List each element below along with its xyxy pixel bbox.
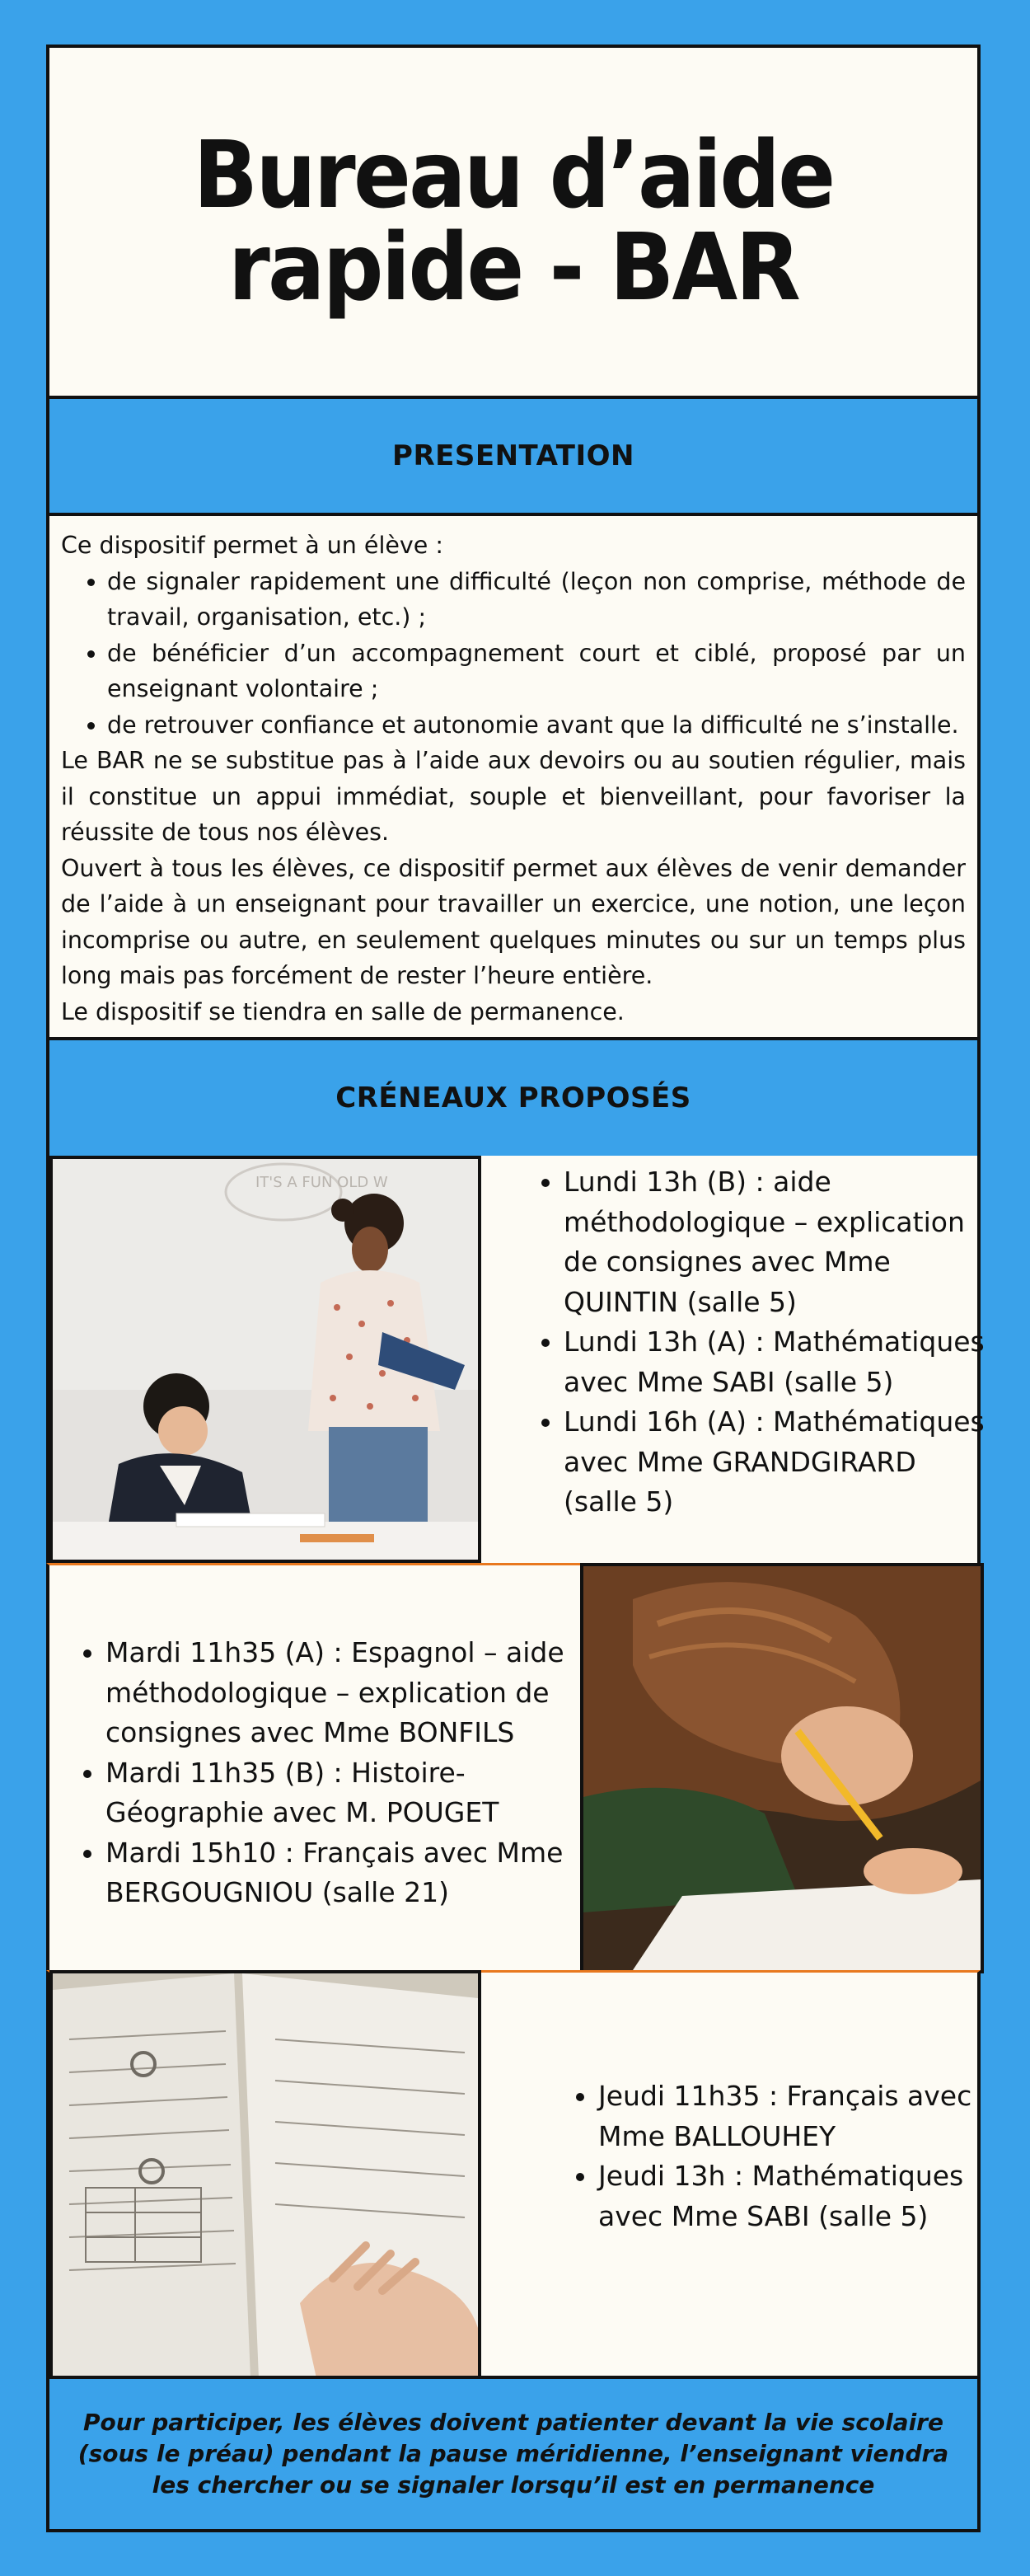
title-panel — [46, 45, 981, 399]
slot-list-thursday — [562, 2076, 986, 2236]
presentation-bullet: • de retrouver confiance et autonomie avant que la difficulté ne s’installe. — [107, 707, 966, 744]
slot-item: • Lundi 16h (A) : Mathématiques avec Mme GRANDGIRARD (salle 5) — [564, 1402, 992, 1523]
slot-item: • Mardi 11h35 (A) : Espagnol – aide méthodologique – explication de consignes avec Mme BONFILS — [105, 1633, 583, 1753]
footer-band — [46, 2376, 981, 2532]
presentation-paragraph: Ouvert à tous les élèves, ce dispositif permet aux élèves de venir demander de l’aide à un enseignant pour travailler un exercice, une notion, une leçon incomprise ou autre, en seulement quelques minutes ou sur un temps plus long mais pas forcément de rester l’heure entière. — [61, 854, 966, 989]
slot-row-thursday — [46, 1970, 981, 2379]
page-title: Bureau d’aide rapide - BAR — [193, 122, 834, 321]
slot-item: • Jeudi 13h : Mathématiques avec Mme SABI (salle 5) — [598, 2156, 986, 2236]
slot-item: • Mardi 11h35 (B) : Histoire-Géographie avec M. POUGET — [105, 1753, 583, 1833]
slot-item: • Jeudi 11h35 : Français avec Mme BALLOUHEY — [598, 2076, 986, 2156]
slot-row-monday — [46, 1156, 985, 1563]
presentation-bullet-list — [61, 564, 966, 744]
presentation-heading-band — [46, 396, 981, 516]
slot-list-monday — [527, 1162, 992, 1523]
teacher-helping-student-photo — [49, 1156, 481, 1563]
presentation-paragraph: Le BAR ne se substitue pas à l’aide aux devoirs ou au soutien régulier, mais il constitue un appui immédiat, souple et bienveillant, pour favoriser la réussite de tous nos élèves. — [61, 747, 966, 846]
presentation-paragraph: Le dispositif se tiendra en salle de permanence. — [61, 997, 625, 1025]
presentation-bullet: • de signaler rapidement une difficulté (leçon non comprise, méthode de travail, organisation, etc.) ; — [107, 564, 966, 636]
presentation-heading: PRESENTATION — [392, 439, 634, 472]
binder-notes-photo — [49, 1970, 481, 2381]
wall-text: IT'S A FUN OLD W — [255, 1174, 388, 1191]
presentation-panel — [46, 513, 981, 1040]
slots-heading-band — [46, 1037, 981, 1159]
slot-item: • Lundi 13h (A) : Mathématiques avec Mme SABI (salle 5) — [564, 1322, 992, 1402]
slot-item: • Lundi 13h (B) : aide méthodologique – explication de consignes avec Mme QUINTIN (salle 5) — [564, 1162, 992, 1322]
footer-instructions: Pour participer, les élèves doivent patienter devant la vie scolaire (sous le préau) pendant la pause méridienne, l’enseignant viendra les chercher ou se signaler lorsqu’il est en permanence — [77, 2409, 949, 2499]
slot-list-tuesday — [69, 1633, 583, 1913]
slot-row-tuesday — [46, 1563, 981, 1972]
child-writing-photo — [580, 1563, 984, 1973]
presentation-intro: Ce dispositif permet à un élève : — [61, 532, 443, 559]
slot-item: • Mardi 15h10 : Français avec Mme BERGOUGNIOU (salle 21) — [105, 1833, 583, 1913]
presentation-bullet: • de bénéficier d’un accompagnement court et ciblé, proposé par un enseignant volontaire ; — [107, 636, 966, 707]
slots-heading: CRÉNEAUX PROPOSÉS — [335, 1082, 691, 1114]
